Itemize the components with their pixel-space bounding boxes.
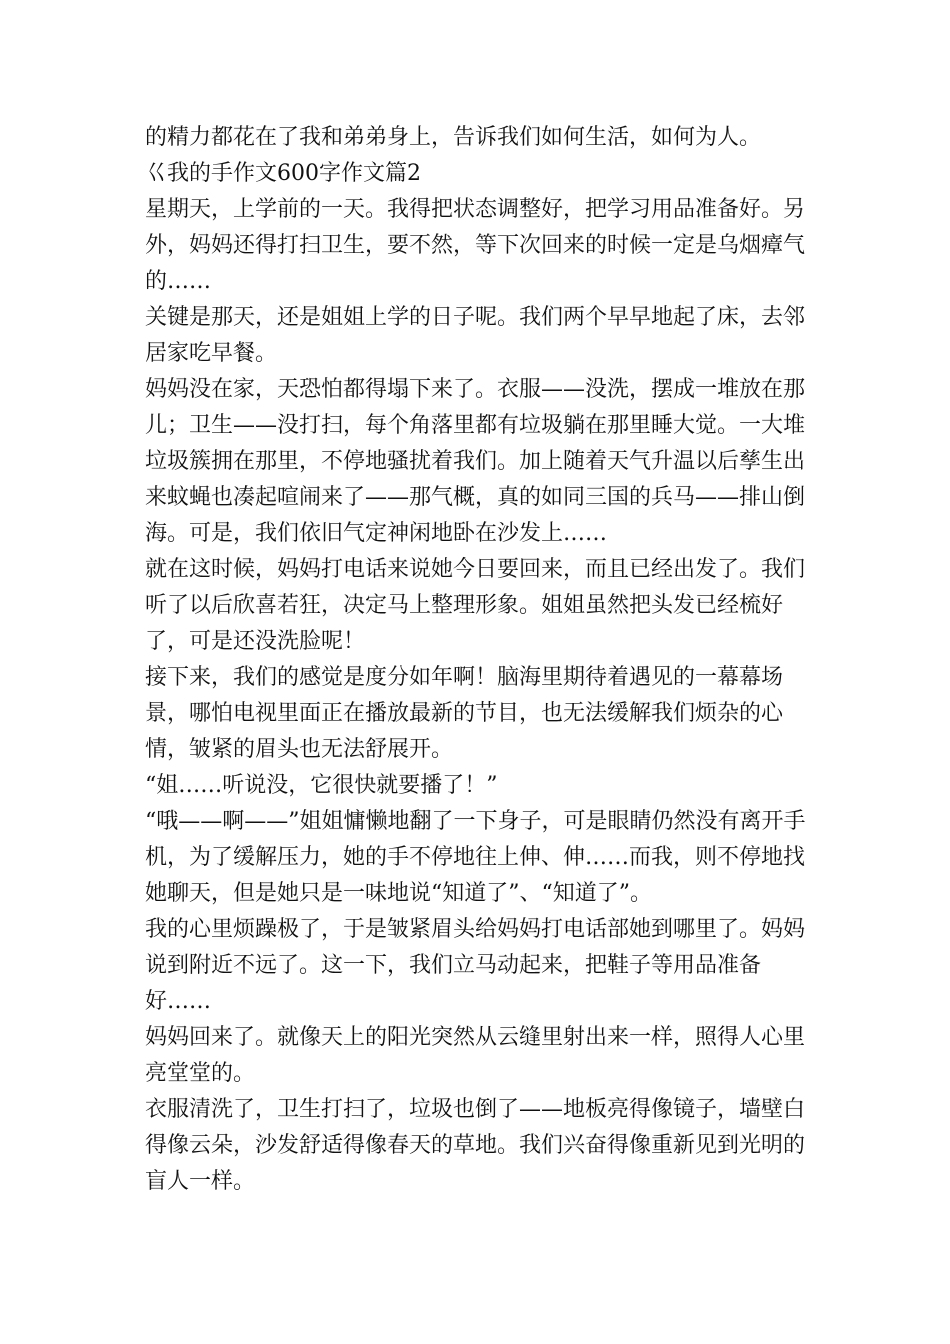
paragraph-4: 妈妈没在家，天恐怕都得塌下来了。衣服——没洗，摆成一堆放在那儿；卫生——没打扫，每个角落里都有垃圾躺在那里睡大觉。一大堆垃圾簇拥在那里，不停地骚扰着我们。加上随着天气升温以后孳生出来蚊蝇也凑起喧闹来了——那气概，真的如同三国的兵马——排山倒海。可是，我们依旧气定神闲地卧在沙发上…… (145, 377, 806, 546)
paragraph-5: 就在这时候，妈妈打电话来说她今日要回来，而且已经出发了。我们听了以后欣喜若狂，决定马上整理形象。姐姐虽然把头发已经梳好了，可是还没洗脸呢！ (145, 557, 806, 654)
paragraph-7: “姐……听说没，它很快就要播了！” (145, 773, 498, 798)
paragraph-1: 的精力都花在了我和弟弟身上，告诉我们如何生活，如何为人。 (145, 125, 762, 150)
paragraph-8: “哦——啊——”姐姐慵懒地翻了一下身子，可是眼睛仍然没有离开手机，为了缓解压力，她的手不停地往上伸、伸……而我，则不停地找她聊天，但是她只是一味地说“知道了”、“知道了”。 (145, 809, 806, 906)
document-page (145, 120, 815, 1200)
paragraph-3: 关键是那天，还是姐姐上学的日子呢。我们两个早早地起了床，去邻居家吃早餐。 (145, 305, 806, 366)
section-heading: 巜我的手作文600字作文篇2 (145, 161, 421, 186)
paragraph-9: 我的心里烦躁极了，于是皱紧眉头给妈妈打电话部她到哪里了。妈妈说到附近不远了。这一下，我们立马动起来，把鞋子等用品准备好…… (145, 917, 806, 1014)
paragraph-6: 接下来，我们的感觉是度分如年啊！脑海里期待着遇见的一幕幕场景，哪怕电视里面正在播放最新的节目，也无法缓解我们烦杂的心情，皱紧的眉头也无法舒展开。 (145, 665, 784, 762)
paragraph-10: 妈妈回来了。就像天上的阳光突然从云缝里射出来一样，照得人心里亮堂堂的。 (145, 1025, 806, 1086)
paragraph-2: 星期天，上学前的一天。我得把状态调整好，把学习用品准备好。另外，妈妈还得打扫卫生，要不然，等下次回来的时候一定是乌烟瘴气的…… (145, 197, 806, 294)
paragraph-11: 衣服清洗了，卫生打扫了，垃圾也倒了——地板亮得像镜子，墙壁白得像云朵，沙发舒适得像春天的草地。我们兴奋得像重新见到光明的盲人一样。 (145, 1097, 806, 1194)
